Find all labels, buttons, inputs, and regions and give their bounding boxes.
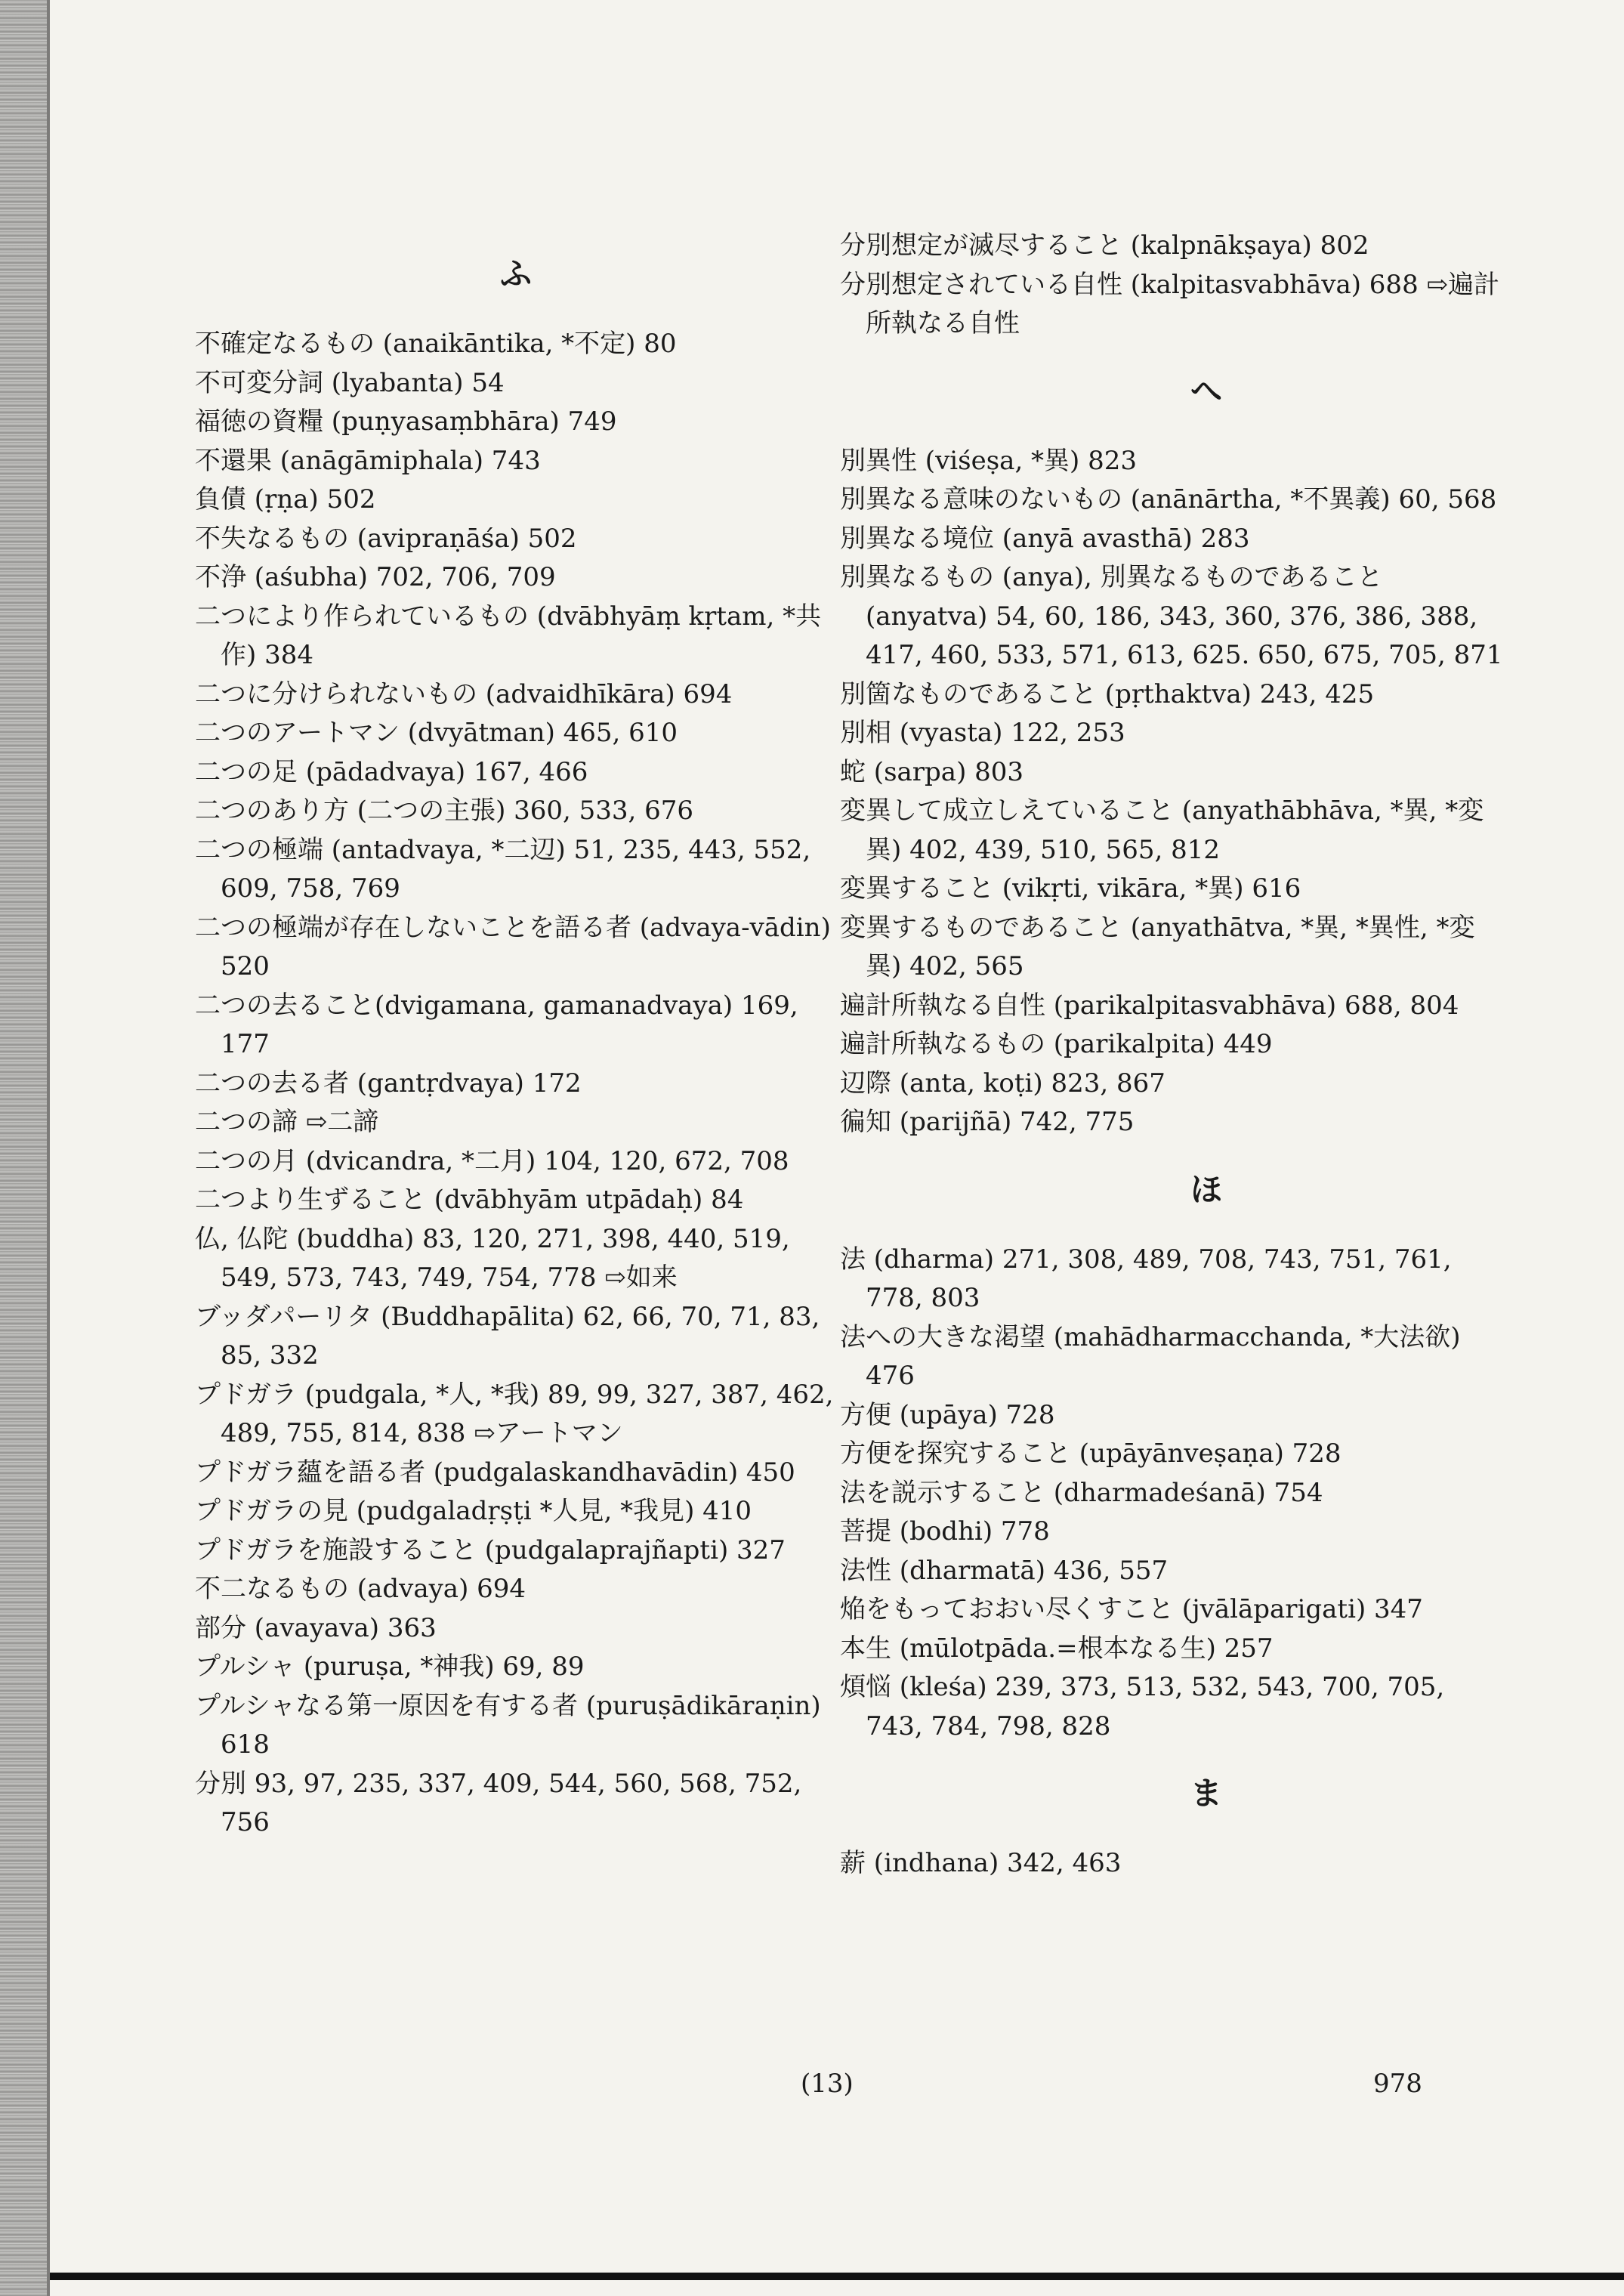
index-entry: 二つのあり方 (二つの主張) 360, 533, 676 — [195, 796, 694, 826]
index-entry: 福徳の資糧 (puṇyasaṃbhāra) 749 — [195, 406, 617, 437]
index-entry: 不浄 (aśubha) 702, 706, 709 — [195, 562, 556, 592]
index-entry: プドガラを施設すること (pudgalaprajñapti) 327 — [195, 1534, 786, 1565]
index-entry: 煩悩 (kleśa) 239, 373, 513, 532, 543, 700, 705, 743, 784, 798, 828 — [840, 1672, 1445, 1741]
index-entry: 別箇なものであること (pṛthaktva) 243, 425 — [840, 678, 1375, 709]
index-entry: 辺際 (anta, koṭi) 823, 867 — [840, 1068, 1166, 1099]
index-entry: 別異なる意味のないもの (anānārtha, *不異義) 60, 568 — [840, 484, 1497, 515]
index-entry: 二つの去ること(dvigamana, gamanadvaya) 169, 177 — [195, 990, 798, 1059]
index-entry: 法性 (dharmatā) 436, 557 — [840, 1555, 1169, 1586]
index-entry: 蛇 (sarpa) 803 — [840, 756, 1024, 787]
index-entry: プドガラ (pudgala, *人, *我) 89, 99, 327, 387, 462, 489, 755, 814, 838 ⇨アートマン — [195, 1379, 834, 1448]
index-entry: 二つの足 (pādadvaya) 167, 466 — [195, 756, 588, 787]
index-entry: 分別想定されている自性 (kalpitasvabhāva) 688 ⇨遍計所執なる自性 — [840, 269, 1499, 338]
bottom-scan-edge — [50, 2273, 1624, 2280]
index-entry: 分別 93, 97, 235, 337, 409, 544, 560, 568, 752, 756 — [195, 1768, 802, 1837]
index-entry: 遍計所執なる自性 (parikalpitasvabhāva) 688, 804 — [840, 990, 1459, 1021]
index-entry: 別異なるもの (anya), 別異なるものであること (anyatva) 54, 60, 186, 343, 360, 376, 386, 388, 417, 460, 533, 571, 613, 625. 650, 675, 705, 871 — [840, 562, 1503, 670]
index-entry: 二つより生ずること (dvābhyām utpādaḥ) 84 — [195, 1185, 744, 1215]
index-entry: 菩提 (bodhi) 778 — [840, 1516, 1050, 1547]
index-entry: プドガラの見 (pudgaladṛṣṭi *人見, *我見) 410 — [195, 1496, 752, 1526]
index-entry: 分別想定が滅尽すること (kalpnākṣaya) 802 — [840, 230, 1369, 261]
index-entry: 変異するものであること (anyathātva, *異, *異性, *変異) 402, 565 — [840, 912, 1475, 981]
index-entry: 二つにより作られているもの (dvābhyāṃ kṛtam, *共作) 384 — [195, 601, 822, 670]
index-entry: 部分 (avayava) 363 — [195, 1612, 437, 1643]
index-entry: 不失なるもの (avipraṇāśa) 502 — [195, 523, 577, 554]
index-entry: プドガラ蘊を語る者 (pudgalaskandhavādin) 450 — [195, 1457, 795, 1488]
index-entry: ブッダパーリタ (Buddhapālita) 62, 66, 70, 71, 83, 85, 332 — [195, 1301, 820, 1370]
index-entry: 変異すること (vikṛti, vikāra, *異) 616 — [840, 873, 1301, 904]
index-entry: 不確定なるもの (anaikāntika, *不定) 80 — [195, 329, 677, 359]
index-entry: 二つの極端が存在しないことを語る者 (advaya-vādin) 520 — [195, 912, 831, 981]
index-entry: 二つの諦 ⇨二諦 — [195, 1107, 379, 1137]
index-entry: 方便を探究すること (upāyānveṣaṇa) 728 — [840, 1438, 1341, 1469]
index-entry: プルシャなる第一原因を有する者 (puruṣādikāraṇin) 618 — [195, 1690, 821, 1760]
section-heading-kana: ほ — [1190, 1170, 1222, 1208]
page-number: 978 — [1373, 2069, 1422, 2099]
section-heading-kana: ふ — [499, 255, 532, 292]
binding-shadow — [47, 0, 50, 2296]
index-entry: 変異して成立しえていること (anyathābhāva, *異, *変異) 402, 439, 510, 565, 812 — [840, 796, 1484, 865]
index-entry: 遍計所執なるもの (parikalpita) 449 — [840, 1029, 1273, 1059]
left-column — [195, 227, 837, 1843]
index-entry: 法 (dharma) 271, 308, 489, 708, 743, 751, 761, 778, 803 — [840, 1244, 1452, 1313]
index-entry: 二つに分けられないもの (advaidhīkāra) 694 — [195, 678, 733, 709]
index-entry: 別相 (vyasta) 122, 253 — [840, 718, 1125, 748]
index-entry: 二つの去る者 (gantṛdvaya) 172 — [195, 1068, 582, 1099]
index-entry: 薪 (indhana) 342, 463 — [840, 1848, 1122, 1878]
index-entry: 負債 (ṛṇa) 502 — [195, 484, 376, 515]
page-number-parenthetical: (13) — [801, 2069, 854, 2099]
index-entry: 別異性 (viśeṣa, *異) 823 — [840, 445, 1138, 476]
index-entry: 不二なるもの (advaya) 694 — [195, 1574, 526, 1604]
section-heading-kana: ま — [1190, 1775, 1222, 1812]
index-entry: 方便 (upāya) 728 — [840, 1399, 1055, 1430]
index-entry: 不還果 (anāgāmiphala) 743 — [195, 445, 541, 476]
index-entry: 徧知 (parijñā) 742, 775 — [840, 1107, 1135, 1137]
index-entry: プルシャ (puruṣa, *神我) 69, 89 — [195, 1652, 585, 1682]
index-entry: 別異なる境位 (anyā avasthā) 283 — [840, 523, 1250, 554]
index-entry: 仏, 仏陀 (buddha) 83, 120, 271, 398, 440, 519, 549, 573, 743, 749, 754, 778 ⇨如来 — [195, 1223, 790, 1293]
index-entry: 焔をもっておおい尽くすこと (jvālāparigati) 347 — [840, 1594, 1423, 1624]
index-entry: 二つの月 (dvicandra, *二月) 104, 120, 672, 708 — [195, 1145, 789, 1176]
book-binding-edge — [0, 0, 47, 2296]
section-heading-kana: へ — [1190, 372, 1222, 409]
index-entry: 不可変分詞 (lyabanta) 54 — [195, 367, 505, 398]
index-entry: 法への大きな渇望 (mahādharmacchanda, *大法欲) 476 — [840, 1321, 1461, 1391]
index-entry: 法を説示すること (dharmadeśanā) 754 — [840, 1477, 1323, 1508]
right-column — [840, 227, 1505, 1883]
index-entry: 本生 (mūlotpāda.=根本なる生) 257 — [840, 1633, 1274, 1664]
index-entry: 二つの極端 (antadvaya, *二辺) 51, 235, 443, 552, 609, 758, 769 — [195, 834, 811, 904]
index-entry: 二つのアートマン (dvyātman) 465, 610 — [195, 718, 678, 748]
